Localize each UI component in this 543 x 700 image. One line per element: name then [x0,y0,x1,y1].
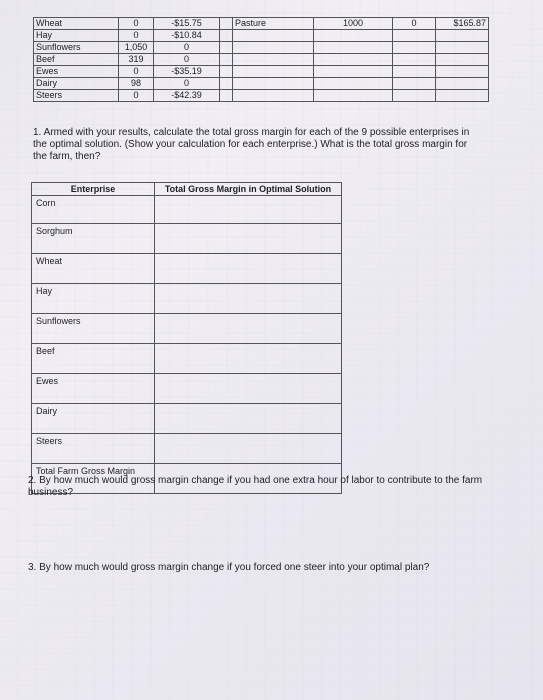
enterprise-name: Dairy [34,78,119,90]
reduced-cost-cell: 0 [154,42,220,54]
quantity-cell: 319 [119,54,154,66]
table-row [32,344,342,374]
table-header-row [32,183,342,196]
margin-answer-cell[interactable] [155,344,342,374]
table-row [34,66,489,78]
reduced-cost-cell: -$35.19 [154,66,220,78]
pasture-qty: 0 [393,18,436,30]
reduced-cost-cell: 0 [154,78,220,90]
enterprise-label: Dairy [32,404,155,434]
enterprise-header: Enterprise [32,183,155,196]
enterprise-label: Hay [32,284,155,314]
table-row [32,434,342,464]
table-row [34,42,489,54]
reduced-cost-cell: 0 [154,54,220,66]
reduced-cost-cell: -$42.39 [154,90,220,102]
enterprise-margin-table [31,182,342,494]
table-row [32,196,342,224]
quantity-cell: 98 [119,78,154,90]
enterprise-name: Ewes [34,66,119,78]
enterprise-name: Hay [34,30,119,42]
margin-answer-cell[interactable] [155,434,342,464]
table-row [34,90,489,102]
table-row [34,18,489,30]
enterprise-name: Sunflowers [34,42,119,54]
table-row [32,314,342,344]
table-row [32,374,342,404]
table-row [32,224,342,254]
quantity-cell: 0 [119,30,154,42]
quantity-cell: 0 [119,66,154,78]
table-row [32,404,342,434]
enterprise-label: Sunflowers [32,314,155,344]
margin-answer-cell[interactable] [155,404,342,434]
table-row [34,30,489,42]
reduced-cost-cell: -$10.84 [154,30,220,42]
question-2: 2. By how much would gross margin change if you had one extra hour of labor to contribute to the farm business? [28,475,483,498]
table-row [34,54,489,66]
enterprise-label: Corn [32,196,155,224]
enterprise-label: Sorghum [32,224,155,254]
margin-answer-cell[interactable] [155,374,342,404]
margin-answer-cell[interactable] [155,196,342,224]
enterprise-name: Beef [34,54,119,66]
pasture-value: $165.87 [436,18,489,30]
margin-answer-cell[interactable] [155,284,342,314]
enterprise-label: Ewes [32,374,155,404]
quantity-cell: 0 [119,90,154,102]
enterprise-label: Steers [32,434,155,464]
enterprise-name: Steers [34,90,119,102]
pasture-amount: 1000 [314,18,393,30]
table-row [32,254,342,284]
results-table [33,17,489,102]
enterprise-label: Wheat [32,254,155,284]
enterprise-label: Beef [32,344,155,374]
quantity-cell: 0 [119,18,154,30]
quantity-cell: 1,050 [119,42,154,54]
table-row [34,78,489,90]
enterprise-name: Wheat [34,18,119,30]
total-label: Total Farm Gross Margin [32,464,155,494]
margin-header: Total Gross Margin in Optimal Solution [155,183,342,196]
pasture-label: Pasture [233,18,314,30]
margin-answer-cell[interactable] [155,314,342,344]
question-3: 3. By how much would gross margin change if you forced one steer into your optimal plan? [28,562,430,573]
table-row [32,284,342,314]
reduced-cost-cell: -$15.75 [154,18,220,30]
margin-answer-cell[interactable] [155,254,342,284]
question-1: 1. Armed with your results, calculate the total gross margin for each of the 9 possible enterprises in the optimal solution. (Show your calculation for each enterprise.) What is the total gross margin for the farm, then? [33,127,470,162]
margin-answer-cell[interactable] [155,224,342,254]
